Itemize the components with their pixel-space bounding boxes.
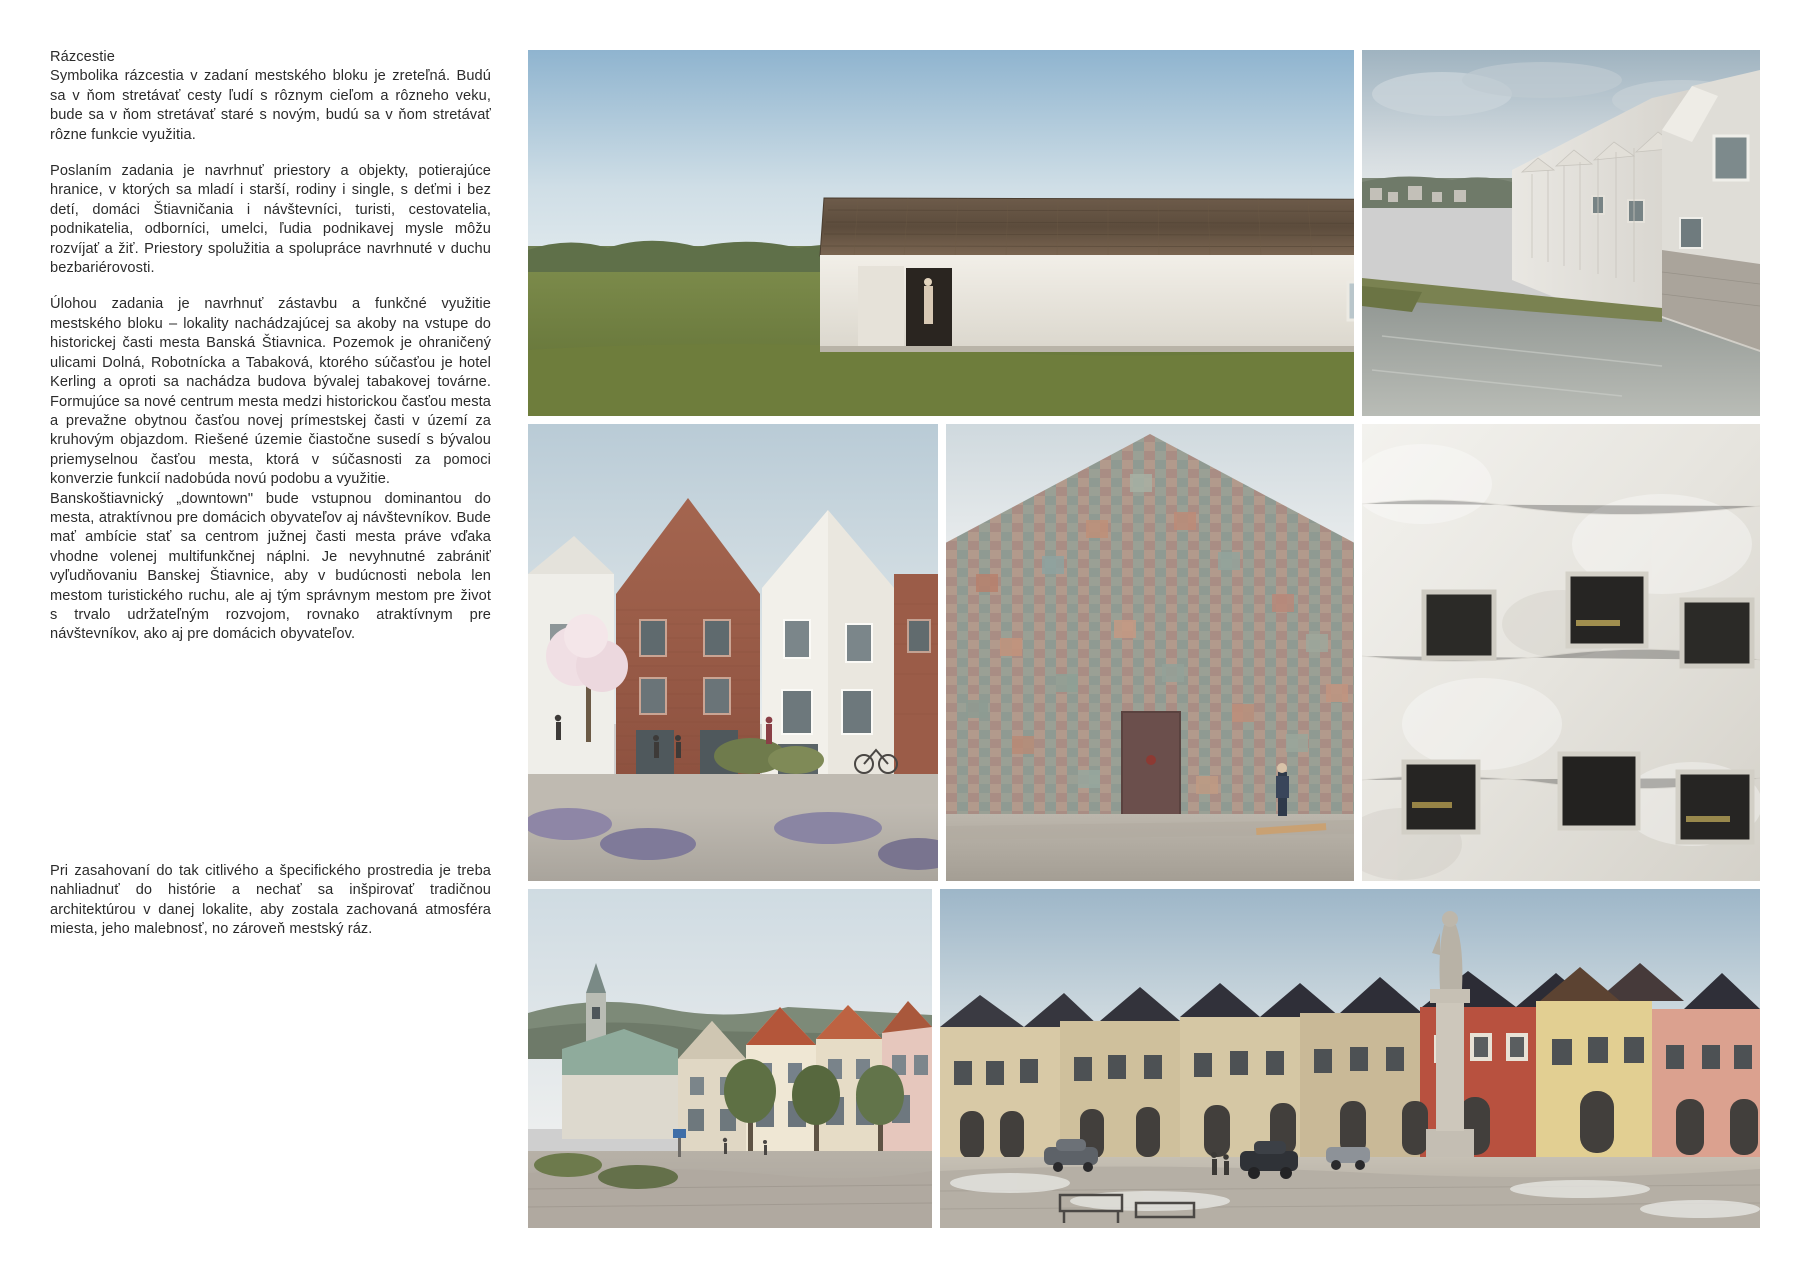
photo-colored-shingle-facade-gable-building bbox=[946, 424, 1354, 881]
image-grid bbox=[528, 50, 1760, 1228]
paragraph-5: Pri zasahovaní do tak citlivého a špecifického prostredia je treba nahliadnuť do histórie a nechať sa inšpirovať tradičnou architektúrou v danej lokalite, aby zostala zachovaná atmosféra miesta, jeho malebnosť, no zároveň mestský ráz. bbox=[50, 863, 491, 938]
photo-white-concrete-row-houses-by-water bbox=[1362, 50, 1760, 416]
text-column-upper bbox=[50, 48, 491, 662]
paragraph-1: Symbolika rázcestia v zadaní mestského bloku je zreteľná. Budú sa v ňom stretávať cesty ľudí s rôznym cieľom a rôzneho veku, bude sa v ňom stretávať staré s novým, budú sa v ňom stretávať rôzne funkcie využitia. bbox=[50, 68, 491, 143]
text-column-lower bbox=[50, 862, 491, 957]
photo-long-white-barn-with-tiled-roof bbox=[528, 50, 1354, 416]
photo-historic-square-with-marian-column bbox=[940, 889, 1760, 1228]
photo-historic-town-square-row-with-church-tower bbox=[528, 889, 932, 1228]
paragraph-3: Úlohou zadania je navrhnuť zástavbu a funkčné využitie mestského bloku – lokality nachádzajúcej sa akoby na vstupe do historickej časti mesta Banská Štiavnica. Pozemok je ohraničený ulicami Dolná, Robotnícka a Tabaková, ktorého súčasťou je hotel Kerling a oproti sa nachádza budova bývalej tabakovej továrne. Formujúce sa nové centrum mesta medzi historickou časťou mesta a prevažne obytnou časťou novej prímestskej časti v území za kruhovým objazdom. Riešené územie čiastočne susedí s bývalou priemyselnou časťou mesta, ktorá v súčasnosti za pomoci konverzie funkcií nadobúda novú podobu a využitie. bbox=[50, 296, 491, 488]
paragraph-4: Banskoštiavnický „downtown" bude vstupnou dominantou do mesta, atraktívnou pre domácich obyvateľov aj návštevníkov. Bude mať ambície stať sa centrom južnej časti mesta práve vďaka vhodne volenej multifunkčnej náplni. Je nevyhnutné zabrániť vyľudňovaniu Banskej Štiavnice, aby v budúcnosti nebola len mestom turistického ruchu, ale aj tým správnym mestom pre život s trvalo udržateľným rozvojom, rovnako atraktívnym pre návštevníkov, ako aj pre domácich obyvateľov. bbox=[50, 490, 491, 643]
paragraph-2: Poslaním zadania je navrhnuť priestory a objekty, potierajúce hranice, v ktorých sa mladí i starší, rodiny i single, s deťmi i bez detí, domáci Štiavničania i návštevníci, turisti, cestovatelia, podnikatelia, odborníci, umelci, ľudia podnikavej mysle môžu rozvíjať a žiť. Priestory spolužitia a spolupráce navrhnuté v duchu bezbariérovosti. bbox=[50, 163, 491, 277]
page-title: Rázcestie bbox=[50, 49, 115, 65]
photo-brick-and-white-gable-houses-visualization bbox=[528, 424, 938, 881]
photo-white-rough-plaster-wall-with-square-windows bbox=[1362, 424, 1760, 881]
